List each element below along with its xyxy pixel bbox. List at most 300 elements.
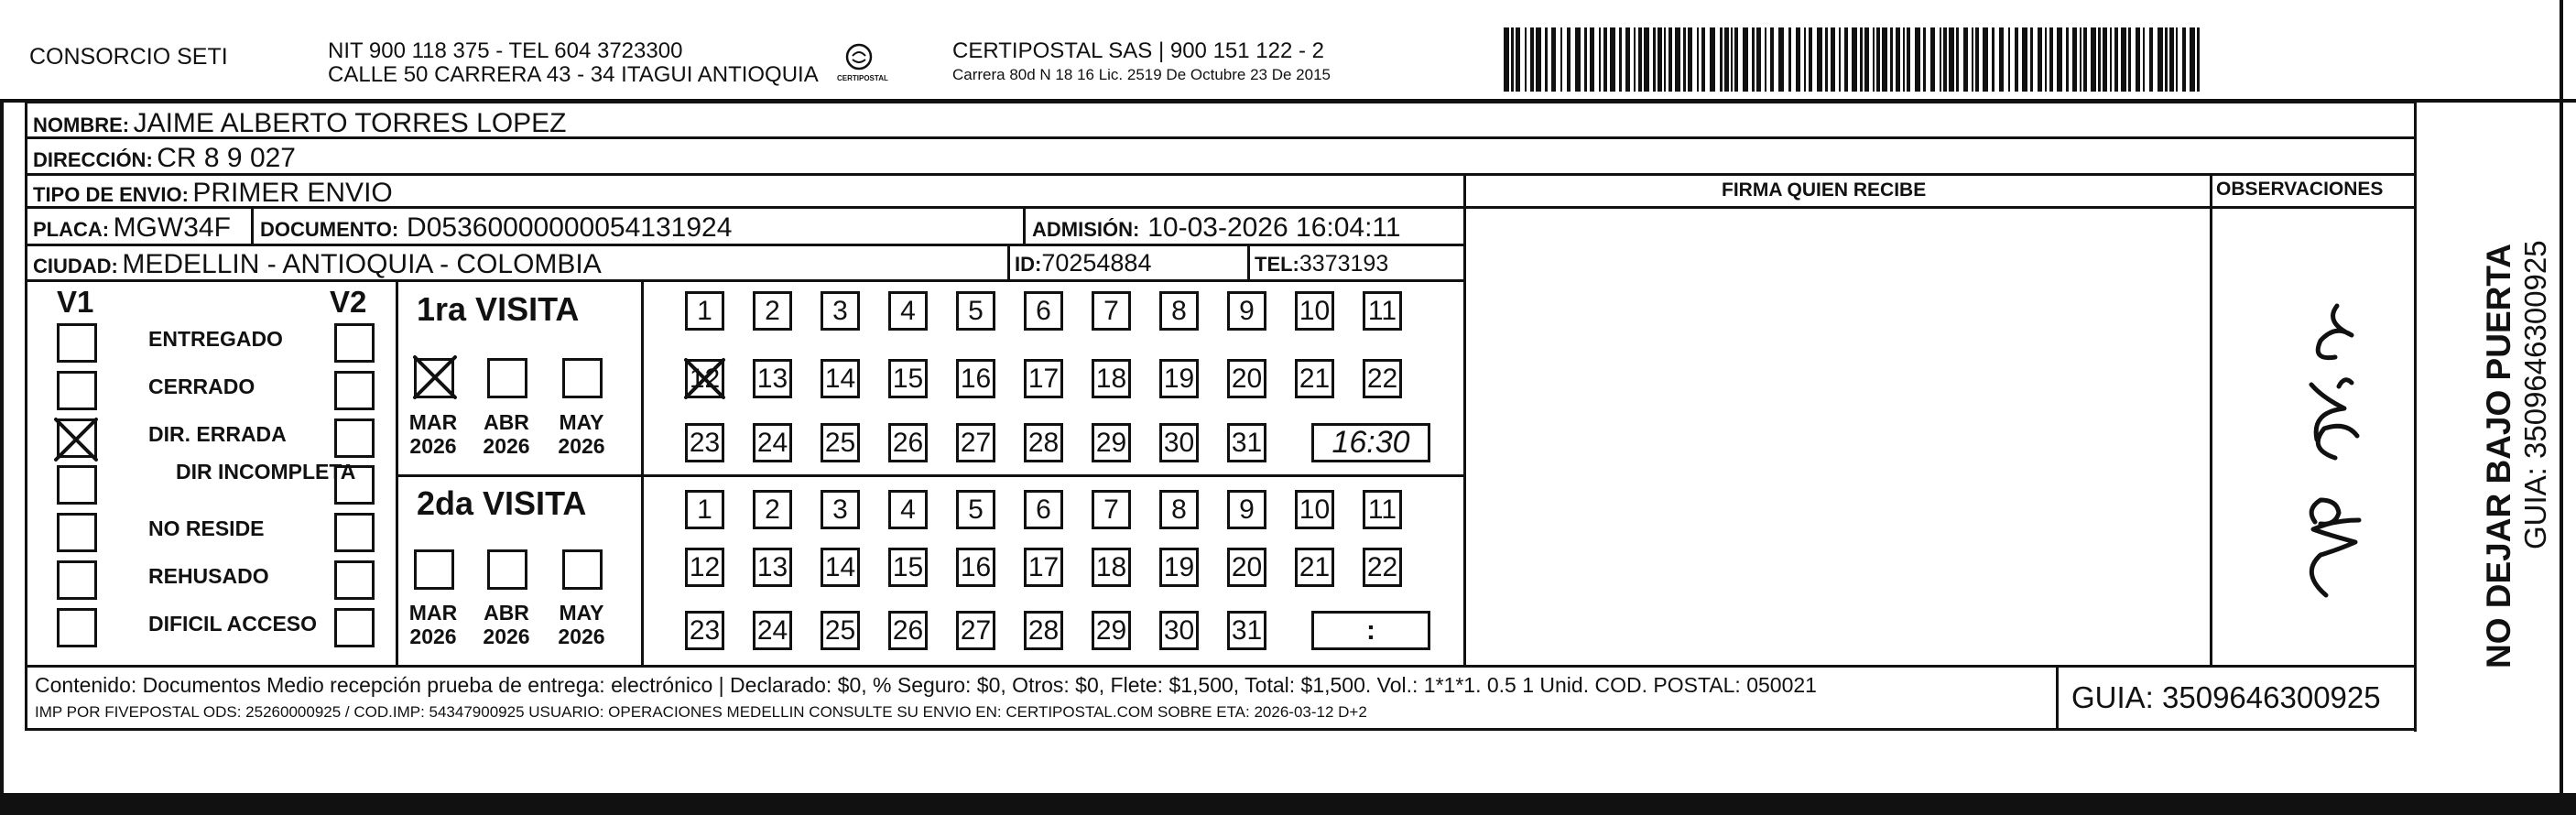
visita2-day-5[interactable] [956,490,995,529]
visita1-day-29[interactable] [1092,423,1131,462]
barcode-bar [1653,27,1656,92]
day-number: 29 [1095,614,1127,646]
visita1-time-box[interactable] [1311,423,1430,462]
day-number: 7 [1103,295,1119,326]
day-number: 9 [1239,295,1255,326]
visita2-day-16[interactable] [956,548,995,587]
barcode-bar [2114,27,2118,92]
day-number: 17 [1027,551,1060,582]
nombre-row [33,110,567,137]
barcode-bar [2103,27,2107,92]
barcode-bar [1638,27,1642,92]
day-number: 8 [1171,494,1187,525]
visita1-day-6[interactable] [1024,291,1063,331]
logo-text: CERTIPOSTAL [837,74,888,82]
day-number: 14 [824,551,856,582]
month-name: ABR [484,601,529,625]
visita1-day-20[interactable] [1227,359,1266,398]
documento-label: DOCUMENTO: [260,218,399,241]
barcode-bar [1956,27,1959,92]
footer-contenido: Contenido: Documentos Medio recepción prueba de entrega: electrónico | Declarado: $0, % Seguro: $0, Otros: $0, Flete: $1,500, Total: $1,500. Vol.: 1*1*1. 0.5 1 Unid. COD. POSTAL: 050021 [35,673,1817,697]
barcode-bar [1972,27,1973,92]
status-label: ENTREGADO [148,327,283,351]
visita2-day-18[interactable] [1092,548,1131,587]
barcode-bar [1701,27,1705,92]
observaciones-header: OBSERVACIONES [2216,179,2384,200]
barcode-bar [1683,27,1686,92]
barcode-bar [2049,27,2053,92]
visita2-day-3[interactable] [821,490,860,529]
v1-checkbox[interactable] [57,513,97,552]
visita2-month-label [549,601,614,649]
barcode-bar [1804,27,1806,92]
barcode-bar [1551,27,1556,92]
col-line-guia [2056,665,2059,731]
direccion-label: DIRECCIÓN: [33,148,153,171]
visita2-day-8[interactable] [1159,490,1199,529]
visita1-day-27[interactable] [956,423,995,462]
day-number: 5 [968,494,984,525]
footer-guia: GUIA: 3509646300925 [2071,680,2381,714]
visita2-day-30[interactable] [1159,611,1199,650]
day-number: 31 [1231,427,1263,458]
col-line-admision [1023,206,1026,244]
barcode-bar [1999,27,2004,92]
v2-checkbox[interactable] [334,608,375,647]
day-number: 11 [1367,295,1397,326]
barcode-bar [2169,27,2174,92]
visita2-title: 2da VISITA [417,484,587,522]
barcode-bar [1530,27,1534,92]
day-number: 5 [968,295,984,326]
barcode-bar [1844,27,1848,92]
barcode-bar [1536,27,1541,92]
barcode-bar [1697,27,1699,92]
barcode-bar [1644,27,1649,92]
day-number: 26 [892,614,924,646]
bottom-bar [0,793,2576,815]
visita1-day-23[interactable] [685,423,724,462]
day-number: 13 [756,551,788,582]
col-line-months [641,279,644,667]
admision-label: ADMISIÓN: [1032,218,1140,241]
day-number: 24 [756,614,788,646]
v1-checkbox[interactable] [57,608,97,647]
day-number: 4 [900,494,916,525]
barcode-bar [1658,27,1662,92]
visita2-day-11[interactable] [1363,490,1402,529]
barcode-bar [2121,27,2126,92]
visita2-month-label [474,601,538,649]
day-number: 31 [1231,614,1263,646]
visita2-day-23[interactable] [685,611,724,650]
visita2-day-2[interactable] [753,490,792,529]
month-year: 2026 [483,625,530,649]
day-number: 1 [697,295,712,326]
day-number: 12 [689,363,721,394]
handwritten-observation [2299,302,2436,604]
visita1-day-11[interactable] [1363,291,1402,331]
day-number: 21 [1299,551,1331,582]
barcode-bar [2091,27,2096,92]
day-number: 25 [824,614,856,646]
barcode-bar [1560,27,1562,92]
month-name: MAR [408,601,458,625]
day-number: 22 [1366,363,1398,394]
barcode-bar [1788,27,1791,92]
day-number: 22 [1366,551,1398,582]
row-line [25,173,2417,176]
visita2-day-15[interactable] [888,548,928,587]
v2-checkbox[interactable] [334,418,375,458]
barcode-bar [1584,27,1587,92]
day-number: 27 [960,427,992,458]
barcode-bar [1756,27,1761,92]
barcode-bar [2165,27,2168,92]
col-line-id [1007,244,1010,280]
day-number: 21 [1299,363,1331,394]
day-number: 3 [832,494,848,525]
visita2-month-checkbox[interactable] [414,549,454,590]
barcode-bar [2143,27,2145,92]
barcode-bar [1525,27,1527,92]
visita1-day-10[interactable] [1295,291,1334,331]
barcode-bar [1839,27,1841,92]
barcode-bar [2098,27,2101,92]
nombre-value: JAIME ALBERTO TORRES LOPEZ [133,108,567,138]
visita1-day-7[interactable] [1092,291,1131,331]
day-number: 15 [892,363,924,394]
barcode-bar [1668,27,1672,92]
barcode-bar [2190,27,2195,92]
v1-checkbox[interactable] [57,465,97,505]
certipostal-line1: CERTIPOSTAL SAS | 900 151 122 - 2 [952,38,1324,63]
barcode-bar [1710,27,1715,92]
visita1-day-5[interactable] [956,291,995,331]
id-label: ID: [1015,253,1042,276]
barcode-bar [1619,27,1622,92]
visita1-day-2[interactable] [753,291,792,331]
v2-checkbox[interactable] [334,560,375,600]
v1-checkbox[interactable] [57,371,97,410]
barcode-bar [2072,27,2077,92]
visita1-day-21[interactable] [1295,359,1334,398]
visita2-day-12[interactable] [685,548,724,587]
day-number: 30 [1163,427,1195,458]
barcode-bar [1567,27,1571,92]
barcode-bar [1903,27,1905,92]
placa-label: PLACA: [33,218,110,241]
visita1-day-24[interactable] [753,423,792,462]
barcode-bar [1796,27,1800,92]
day-number: 29 [1095,427,1127,458]
id-value: 70254884 [1041,249,1152,277]
day-number: 20 [1231,363,1263,394]
tel-label: TEL: [1255,253,1299,276]
day-number: 6 [1036,295,1051,326]
col-line-status [396,279,398,667]
status-label: CERRADO [148,375,255,398]
barcode-bar [1963,27,1968,92]
tel-row [1255,253,1388,276]
firma-header: FIRMA QUIEN RECIBE [1722,179,1927,201]
day-number: 20 [1231,551,1263,582]
visita1-day-14[interactable] [821,359,860,398]
barcode-bar [1831,27,1835,92]
visita2-day-22[interactable] [1363,548,1402,587]
barcode [1504,27,2209,92]
visita1-day-30[interactable] [1159,423,1199,462]
barcode-bar [1625,27,1630,92]
day-number: 9 [1239,494,1255,525]
v1-checkbox[interactable] [57,323,97,363]
month-year: 2026 [483,434,530,459]
barcode-bar [1876,27,1880,92]
day-number: 2 [765,295,780,326]
day-number: 30 [1163,614,1195,646]
visita2-day-19[interactable] [1159,548,1199,587]
visita2-day-29[interactable] [1092,611,1131,650]
visita1-day-15[interactable] [888,359,928,398]
day-number: 14 [824,363,856,394]
visita1-day-8[interactable] [1159,291,1199,331]
documento-value: D05360000000054131924 [407,212,733,243]
visita2-day-13[interactable] [753,548,792,587]
month-name: ABR [484,410,529,434]
visita1-day-16[interactable] [956,359,995,398]
barcode-bar [1778,27,1784,92]
barcode-bar [1511,27,1514,92]
barcode-bar [1860,27,1863,92]
barcode-bar [1896,27,1900,92]
barcode-bar [2197,27,2200,92]
side-guia-text: GUIA: 3509646300925 [2518,240,2552,549]
barcode-bar [1603,27,1607,92]
status-label: DIFICIL ACCESO [148,612,318,636]
day-number: 17 [1027,363,1060,394]
barcode-bar [1734,27,1738,92]
barcode-bar [1882,27,1887,92]
day-number: 24 [756,427,788,458]
visita1-day-9[interactable] [1227,291,1266,331]
visita2-time-value: : [1366,614,1375,646]
visita1-day-26[interactable] [888,423,928,462]
status-label: DIR. ERRADA [148,422,287,446]
side-warning-text: NO DEJAR BAJO PUERTA [2480,244,2517,668]
barcode-bar [1516,27,1520,92]
visita2-day-27[interactable] [956,611,995,650]
barcode-bar [1688,27,1692,92]
documento-row [260,214,732,242]
barcode-bar [2030,27,2033,92]
visita2-day-21[interactable] [1295,548,1334,587]
visita1-day-13[interactable] [753,359,792,398]
day-number: 4 [900,295,916,326]
barcode-bar [2066,27,2069,92]
visita2-day-24[interactable] [753,611,792,650]
direccion-value: CR 8 9 027 [157,143,296,173]
ciudad-row [33,251,602,278]
barcode-bar [1915,27,1920,92]
barcode-bar [1817,27,1822,92]
visita2-day-25[interactable] [821,611,860,650]
company-name: CONSORCIO SETI [29,44,228,70]
certipostal-line2: Carrera 80d N 18 16 Lic. 2519 De Octubre 23 De 2015 [952,66,1331,83]
v1-checkbox[interactable] [57,560,97,600]
day-number: 3 [832,295,848,326]
v2-checkbox[interactable] [334,371,375,410]
visita2-day-31[interactable] [1227,611,1266,650]
placa-value: MGW34F [113,212,231,243]
visita1-day-19[interactable] [1159,359,1199,398]
visita2-day-1[interactable] [685,490,724,529]
barcode-bar [2080,27,2081,92]
day-number: 16 [960,551,992,582]
visita1-day-1[interactable] [685,291,724,331]
visita1-day-check-mark [683,357,726,400]
visita1-month-checkbox[interactable] [487,358,527,398]
visita1-day-22[interactable] [1363,359,1402,398]
day-number: 19 [1163,551,1195,582]
day-number: 6 [1036,494,1051,525]
right-border [2560,0,2563,795]
month-name: MAR [408,410,458,434]
day-number: 10 [1299,295,1331,326]
day-number: 1 [697,494,712,525]
day-number: 18 [1095,363,1127,394]
visita2-day-10[interactable] [1295,490,1334,529]
visita2-day-6[interactable] [1024,490,1063,529]
barcode-bar [1923,27,1926,92]
month-year: 2026 [409,625,457,649]
day-number: 19 [1163,363,1195,394]
col-line-tel [1247,244,1250,280]
visita1-time-value: 16:30 [1331,425,1410,460]
barcode-bar [1770,27,1774,92]
month-year: 2026 [558,625,605,649]
barcode-bar [2128,27,2131,92]
visita1-day-17[interactable] [1024,359,1063,398]
barcode-bar [1545,27,1548,92]
visita2-day-17[interactable] [1024,548,1063,587]
visita1-day-3[interactable] [821,291,860,331]
barcode-bar [2136,27,2140,92]
month-name: MAY [559,410,604,434]
nombre-label: NOMBRE: [33,114,130,136]
visita1-month-checkbox[interactable] [562,358,603,398]
barcode-bar [1943,27,1947,92]
visita2-month-label [401,601,465,649]
barcode-bar [1809,27,1812,92]
visita1-title: 1ra VISITA [417,290,580,328]
day-number: 11 [1367,494,1397,525]
address-line: CALLE 50 CARRERA 43 - 34 ITAGUI ANTIOQUIA [328,62,819,87]
barcode-bar [1610,27,1615,92]
visita2-time-box[interactable] [1311,611,1430,650]
barcode-bar [1852,27,1857,92]
visita1-day-28[interactable] [1024,423,1063,462]
v2-checkbox[interactable] [334,323,375,363]
left-border [0,99,4,795]
day-number: 16 [960,363,992,394]
ciudad-label: CIUDAD: [33,255,118,277]
visita1-day-25[interactable] [821,423,860,462]
day-number: 28 [1027,427,1060,458]
barcode-bar [1575,27,1581,92]
barcode-bar [1720,27,1723,92]
barcode-bar [2057,27,2062,92]
visita1-month-label [549,410,614,459]
tipo-envio-value: PRIMER ENVIO [192,178,393,208]
barcode-bar [1930,27,1935,92]
footer-imp-line: IMP POR FIVEPOSTAL ODS: 25260000925 / COD.IMP: 54347900925 USUARIO: OPERACIONES MEDELLIN CONSULTE SU ENVIO EN: CERTIPOSTAL.COM SOBRE ETA: 2026-03-12 D+2 [35,703,1367,721]
barcode-bar [2008,27,2010,92]
visita1-month-check-mark [412,354,458,400]
barcode-bar [2110,27,2112,92]
month-name: MAY [559,601,604,625]
certipostal-logo [835,40,888,88]
visita2-day-26[interactable] [888,611,928,650]
barcode-bar [1975,27,1979,92]
barcode-bar [2158,27,2163,92]
tipo-envio-label: TIPO DE ENVIO: [33,183,189,206]
col-line-placa [251,206,254,244]
barcode-bar [1634,27,1636,92]
v2-checkbox[interactable] [334,513,375,552]
barcode-bar [2038,27,2042,92]
side-text-wrapper [2427,119,2552,668]
visita2-day-7[interactable] [1092,490,1131,529]
tel-value: 3373193 [1299,251,1389,277]
visita2-day-14[interactable] [821,548,860,587]
visita2-month-checkbox[interactable] [487,549,527,590]
visita1-month-label [474,410,538,459]
barcode-bar [1731,27,1733,92]
barcode-bar [2015,27,2018,92]
barcode-bar [1599,27,1601,92]
status-label: NO RESIDE [148,516,265,540]
barcode-bar [1940,27,1941,92]
visita2-month-checkbox[interactable] [562,549,603,590]
v1-check-mark [53,417,99,462]
barcode-bar [2176,27,2178,92]
v1-header: V1 [57,285,94,319]
barcode-bar [2149,27,2153,92]
visita1-day-31[interactable] [1227,423,1266,462]
month-year: 2026 [409,434,457,459]
visita1-day-18[interactable] [1092,359,1131,398]
barcode-bar [1664,27,1666,92]
day-number: 28 [1027,614,1060,646]
barcode-bar [1907,27,1910,92]
day-number: 10 [1299,494,1331,525]
day-number: 2 [765,494,780,525]
visita1-month-label [401,410,465,459]
day-number: 18 [1095,551,1127,582]
visita2-day-20[interactable] [1227,548,1266,587]
barcode-bar [2083,27,2087,92]
admision-row [1032,214,1401,242]
barcode-bar [1825,27,1828,92]
status-label: DIR INCOMPLETA [176,460,356,484]
visita1-day-4[interactable] [888,291,928,331]
status-label: REHUSADO [148,564,269,588]
col-line-firma [1463,173,1466,667]
visita2-day-9[interactable] [1227,490,1266,529]
visita2-day-4[interactable] [888,490,928,529]
visita2-day-28[interactable] [1024,611,1063,650]
direccion-row [33,145,296,172]
